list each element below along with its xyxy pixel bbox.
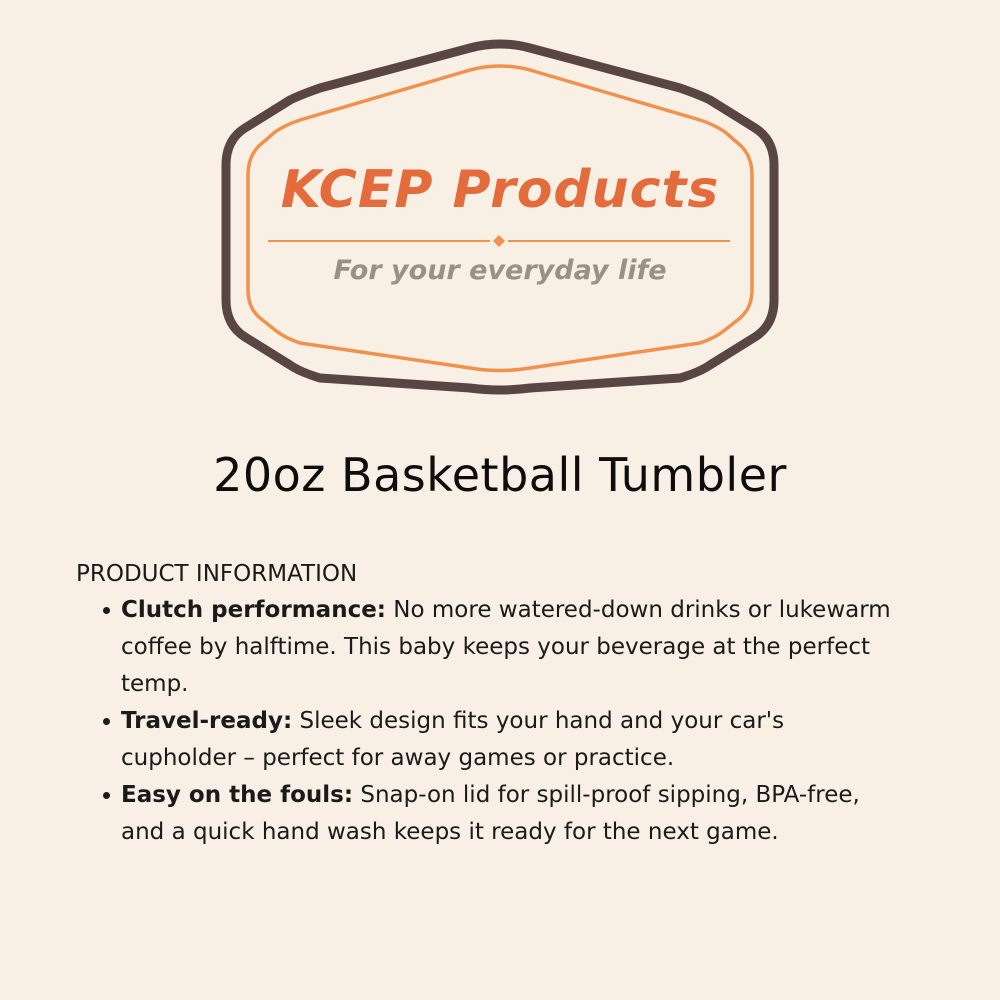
brand-name: KCEP Products — [280, 160, 720, 220]
product-title: 20oz Basketball Tumbler — [213, 448, 787, 502]
product-feature-list — [76, 592, 896, 851]
feature-item-clutch-performance — [121, 592, 896, 703]
brand-tagline: For your everyday life — [333, 255, 667, 286]
bullet-icon — [103, 792, 110, 799]
feature-label: Travel-ready: — [121, 708, 293, 734]
product-information-section — [76, 558, 896, 851]
bullet-icon — [103, 718, 110, 725]
product-information-heading: PRODUCT INFORMATION — [76, 561, 358, 587]
bullet-icon — [103, 607, 110, 614]
brand-logo — [0, 0, 1000, 420]
feature-item-easy-on-the-fouls — [121, 777, 896, 851]
feature-text: Sleek design fits your hand and your car's cupholder – perfect for away games or practice. — [121, 708, 785, 771]
feature-item-travel-ready — [121, 703, 896, 777]
logo-divider-diamond — [493, 235, 505, 247]
feature-label: Clutch performance: — [121, 597, 386, 623]
feature-label: Easy on the fouls: — [121, 782, 354, 808]
feature-text: Snap-on lid for spill-proof sipping, BPA-free, and a quick hand wash keeps it ready for the next game. — [121, 782, 860, 845]
feature-text: No more watered-down drinks or lukewarm coffee by halftime. This baby keeps your beverage at the perfect temp. — [121, 597, 891, 697]
